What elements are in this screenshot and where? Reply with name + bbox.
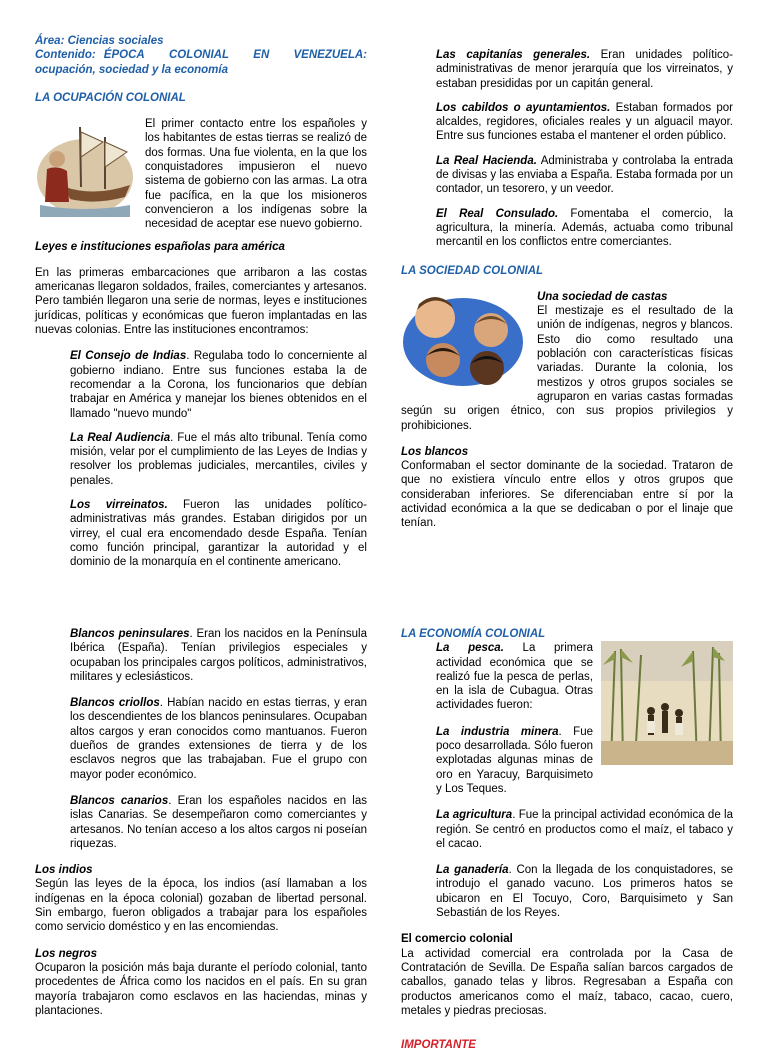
cabildos-paragraph xyxy=(401,101,733,144)
pesca-term: La pesca. xyxy=(436,642,504,655)
section-title-ocupacion: LA OCUPACIÓN COLONIAL xyxy=(35,91,186,104)
consejo-paragraph xyxy=(35,349,367,420)
left-column-top xyxy=(35,34,367,580)
canarios-text: . Eran los españoles nacidos en las islas Canarias. Se desempeñaron como comerciantes y artesanos. No tenían acceso a los altos cargos ni poseían riquezas. xyxy=(70,794,368,850)
ganaderia-term: La ganadería xyxy=(436,864,509,877)
peninsulares-text: . Eran los nacidos en la Península Ibérica (España). Tenían privilegios especiales y ocupaban los principales cargos políticos, administrativos, militares y eclesiásticos. xyxy=(70,628,368,683)
agricultura-text: . Fue la principal actividad económica de la región. Se centró en productos como el maíz, el tabaco y el cacao. xyxy=(436,809,733,850)
content-title: ÉPOCA COLONIAL EN VENEZUELA: xyxy=(103,49,367,62)
virreinatos-term: Los virreinatos. xyxy=(70,499,168,512)
cabildos-text: Estaban formados por alcaldes, regidores, oficiales reales y un alguacil mayor. Entre sus funciones estaba el mantener el orden público. xyxy=(436,101,733,143)
importante-label: IMPORTANTE xyxy=(401,1039,476,1052)
audiencia-term: La Real Audiencia xyxy=(70,431,171,444)
canarios-paragraph xyxy=(35,794,367,851)
right-column-bottom xyxy=(401,627,733,1062)
content-line xyxy=(35,48,367,62)
area-label: Área: Ciencias sociales xyxy=(35,35,164,47)
hacienda-paragraph xyxy=(401,154,733,197)
consejo-text: . Regulaba todo lo concerniente al gobierno indiano. Entre sus funciones estaba la de recomendar a la Corona, los funcionarios que debían trabajar en América y manejar los bienes obtenidos en el llamado "nuevo mundo" xyxy=(70,350,367,420)
faces-group-icon xyxy=(401,290,527,390)
peninsulares-term: Blancos peninsulares xyxy=(70,628,190,640)
leyes-title: Leyes e instituciones españolas para américa xyxy=(35,240,285,253)
consulado-text: Fomentaba el comercio, la agricultura, la minería. Además, actuaba como tribunal mercantil en los conflictos entre comerciantes. xyxy=(436,207,733,249)
audiencia-text: . Fue el más alto tribunal. Tenía como misión, velar por el cumplimiento de las Leyes de Indias y resolver los problemas judiciales, mercantiles, civiles y penales. xyxy=(70,431,367,487)
section-title-economia: LA ECONOMÍA COLONIAL xyxy=(401,628,546,640)
consejo-term: El Consejo de Indias xyxy=(70,350,187,363)
peninsulares-paragraph xyxy=(35,627,367,684)
ganaderia-paragraph xyxy=(401,863,733,920)
content-label: Contenido: xyxy=(35,49,96,62)
consulado-term: El Real Consulado. xyxy=(436,207,559,220)
blancos-text: Conformaban el sector dominante de la sociedad. Trataron de que no existiera vínculo entre ellos y otros grupos que consideraban inferiores. Se diferenciaban entre sí por la actividad económica a la que se dedicaban o por el linaje que tenían. xyxy=(401,460,733,530)
hacienda-text: Administraba y controlaba la entrada de divisas y las enviaba a España. Estaba formada por un contador, un tesorero, y un veedor. xyxy=(436,154,733,196)
agricultura-term: La agricultura xyxy=(436,809,513,822)
pesca-text: La primera actividad económica que se realizó fue la pesca de perlas, en la isla de Cubagua. Otras actividades fueron: xyxy=(436,642,593,712)
virreinatos-paragraph xyxy=(35,498,367,569)
criollos-term: Blancos criollos xyxy=(70,697,160,710)
plantation-workers-icon xyxy=(601,641,733,765)
ships-landing-icon xyxy=(35,117,135,217)
indios-text: Según las leyes de la época, los indios (así llamaban a los indígenas en la época colonial) gozaban de libertad personal. Sin embargo, fueron obligados a trabajar para los españoles como servicio doméstico y en las encomiendas. xyxy=(35,878,367,934)
negros-text: Ocuparon la posición más baja durante el período colonial, tanto procedentes de África como los nacidos en el país. En su gran mayoría trabajaron como esclavos en las haciendas, minas y plantaciones. xyxy=(35,961,367,1017)
ocupacion-intro: El primer contacto entre los españoles y los habitantes de estas tierras se realizó de dos formas. Una fue violenta, en la que los conquistadores impusieron el nuevo sistema de gobierno con las armas. La otra fue pacífica, en la que los misioneros convencieron a los indígenas sobre la necesidad de aceptar ese nuevo gobierno. xyxy=(145,118,367,231)
consulado-paragraph xyxy=(401,207,733,250)
section-title-sociedad: LA SOCIEDAD COLONIAL xyxy=(401,264,544,277)
indios-title: Los indios xyxy=(35,864,93,877)
cabildos-term: Los cabildos o ayuntamientos. xyxy=(436,101,611,114)
capitanias-term: Las capitanías generales. xyxy=(436,49,591,61)
agricultura-paragraph xyxy=(401,808,733,851)
capitanias-text: Eran unidades político-administrativas de menor jerarquía que los virreinatos, y estaban presididas por un capitán general. xyxy=(436,49,733,90)
blancos-title: Los blancos xyxy=(401,445,469,458)
ships-landing-image xyxy=(35,117,135,221)
ganaderia-text: . Con la llegada de los conquistadores, se introdujo el ganado vacuno. Los primeros hatos se ubicaron en El Tocuyo, Coro, Barquisimeto y San Sebastián de los Reyes. xyxy=(436,864,733,920)
minera-term: La industria minera xyxy=(436,725,559,738)
content-subtitle: ocupación, sociedad y la economía xyxy=(35,63,229,76)
minera-text: . Fue poco desarrollada. Sólo fueron explotadas algunas minas de oro en Yaracuy, Barquisimeto y Los Teques. xyxy=(436,725,593,795)
capitanias-paragraph xyxy=(401,48,733,91)
virreinatos-text: Fueron las unidades político-administrativas más grandes. Estaban dirigidos por un virrey, el cual era encomendado desde España. Tenían como función principal, garantizar la autoridad y el dominio de la monarquía en el continente americano. xyxy=(70,499,368,569)
audiencia-paragraph xyxy=(35,431,367,488)
negros-title: Los negros xyxy=(35,947,97,960)
castas-text: El mestizaje es el resultado de la unión de indígenas, negros y blancos. Esto dio como resultado una población con características físicas variadas. Durante la colonia, los mestizos y otros grupos sociales se agruparon en varias castas formadas según su origen étnico, con sus propios privilegios y prohibiciones. xyxy=(401,305,733,432)
criollos-paragraph xyxy=(35,696,367,782)
criollos-text: . Habían nacido en estas tierras, y eran los descendientes de los blancos peninsulares. Ocupaban altos cargos y eran conocidos como mantuanos. Fueron dueños de grandes extensiones de tierra y de los esclavos negros que las trabajaban. Fue el grupo con mayor poder económico. xyxy=(70,697,367,781)
plantation-image xyxy=(601,641,733,769)
hacienda-term: La Real Hacienda. xyxy=(436,154,537,167)
comercio-title: El comercio colonial xyxy=(401,933,513,946)
faces-group-image xyxy=(401,290,527,394)
comercio-text: La actividad comercial era controlada por la Casa de Contratación de Sevilla. De España salían barcos cargados de caballos, ganado telas y libros. Regresaban a España con productos americanos como el maíz, tabaco, cacao, cuero, metales y piedras preciosas. xyxy=(401,947,733,1017)
canarios-term: Blancos canarios xyxy=(70,794,169,807)
right-column-top xyxy=(401,48,733,541)
castas-title: Una sociedad de castas xyxy=(537,290,668,303)
left-column-bottom xyxy=(35,627,367,1028)
leyes-text: En las primeras embarcaciones que arribaron a las costas americanas llegaron soldados, frailes, comerciantes y artesanos. Pero también llegaron una serie de normas, leyes e instituciones jurídicas, políticas y económicas que fueron implantadas en las nuevas colonias. Entre las instituciones encontramos: xyxy=(35,266,367,337)
